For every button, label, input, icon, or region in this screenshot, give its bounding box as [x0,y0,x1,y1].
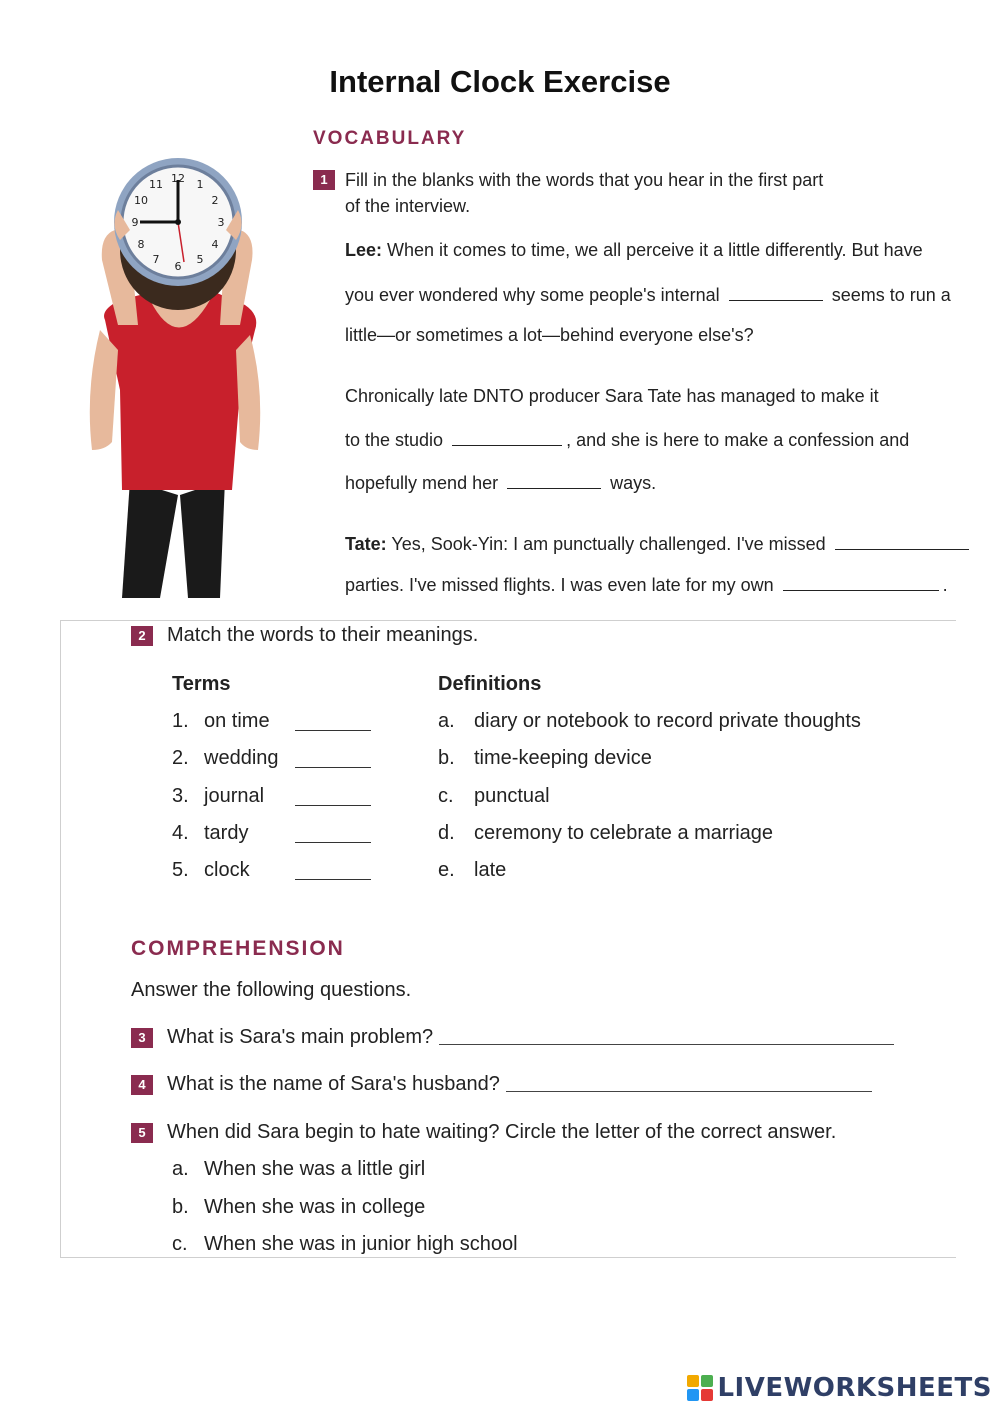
clock-illustration-icon [60,150,300,600]
tate-line-2a-text: parties. I've missed flights. I was even late for my own [345,575,774,595]
lee-line-1-text: When it comes to time, we all perceive it a little differently. But have [387,240,923,260]
svg-text:7: 7 [152,253,160,266]
definition-text: time-keeping device [474,747,652,769]
answer-option-a[interactable] [172,1158,425,1181]
answer-option-b[interactable] [172,1196,425,1219]
definition-index: b. [438,747,455,769]
tate-line-2b-text: . [942,575,948,595]
definitions-header: Definitions [438,673,542,695]
term-row [172,822,248,845]
para2-line-3b-text: ways. [610,473,657,493]
definition-row [438,859,506,882]
option-index: a. [172,1158,189,1180]
term-index: 4. [172,822,189,844]
option-index: c. [172,1233,188,1255]
svg-text:11: 11 [149,178,163,191]
answer-line-q3[interactable] [439,1031,894,1045]
lee-line-2a-text: you ever wondered why some people's internal [345,285,720,305]
blank-missed[interactable] [835,532,969,550]
page-title: Internal Clock Exercise [329,64,671,99]
terms-header: Terms [172,673,231,695]
woman-with-clock-illustration [60,150,300,600]
question-3 [131,1026,894,1049]
para2-line-3a-text: hopefully mend her [345,473,499,493]
term-row [172,785,264,808]
term-answer-blank[interactable] [295,879,371,880]
answer-option-c[interactable] [172,1233,518,1256]
para2-line-1: Chronically late DNTO producer Sara Tate has managed to make it [345,386,879,406]
lee-line-3: little—or sometimes a lot—behind everyone else's? [345,325,754,345]
para2-line-2 [345,428,909,451]
comprehension-heading: COMPREHENSION [131,937,345,960]
blank-studio[interactable] [452,428,562,446]
svg-text:1: 1 [196,178,204,191]
term-row [172,859,250,882]
blank-mend[interactable] [507,471,601,489]
speaker-lee: Lee: [345,240,383,260]
question-number-badge: 5 [131,1123,153,1143]
term-index: 3. [172,785,189,807]
question-4 [131,1073,872,1096]
svg-text:9: 9 [131,216,139,229]
term-answer-blank[interactable] [295,842,371,843]
term-answer-blank[interactable] [295,767,371,768]
question-1 [313,167,943,219]
option-index: b. [172,1196,189,1218]
svg-text:8: 8 [137,238,145,251]
logo-text: LIVEWORKSHEETS [717,1373,992,1403]
question-number-badge: 2 [131,626,153,646]
question-2-prompt: Match the words to their meanings. [167,624,479,646]
term-row [172,710,270,733]
question-number-badge: 3 [131,1028,153,1048]
question-2 [131,624,478,647]
speaker-tate: Tate: [345,534,387,554]
para2-line-2a-text: to the studio [345,430,444,450]
svg-text:10: 10 [134,194,148,207]
svg-text:2: 2 [211,194,219,207]
term-index: 1. [172,710,189,732]
definition-row [438,822,773,845]
option-text: When she was in college [204,1196,426,1218]
lee-line-2 [345,283,951,306]
term-index: 5. [172,859,189,881]
question-number-badge: 1 [313,170,335,190]
term-row [172,747,279,770]
term-word: on time [204,710,270,732]
term-answer-blank[interactable] [295,805,371,806]
definition-index: e. [438,859,455,881]
svg-text:4: 4 [211,238,219,251]
comprehension-instruction: Answer the following questions. [131,979,412,1001]
option-text: When she was in junior high school [204,1233,518,1255]
term-index: 2. [172,747,189,769]
definition-index: a. [438,710,455,732]
definition-row [438,747,652,770]
para2-line-2b-text: , and she is here to make a confession and [566,430,910,450]
lee-line-1 [345,240,923,261]
question-1-prompt-line2: of the interview. [345,196,471,216]
svg-text:5: 5 [196,253,204,266]
definition-row [438,710,861,733]
definition-text: punctual [474,785,550,807]
tate-line-1-text: Yes, Sook-Yin: I am punctually challenged. I've missed [391,534,826,554]
tate-line-1 [345,532,973,555]
question-5-text: When did Sara begin to hate waiting? Circle the letter of the correct answer. [167,1121,837,1143]
question-4-text: What is the name of Sara's husband? [167,1073,500,1095]
definition-text: ceremony to celebrate a marriage [474,822,774,844]
definition-index: c. [438,785,454,807]
svg-text:6: 6 [174,260,182,273]
liveworksheets-logo [687,1373,992,1403]
definition-row [438,785,550,808]
tate-line-2 [345,573,948,596]
term-answer-blank[interactable] [295,730,371,731]
blank-internal[interactable] [729,283,823,301]
term-word: clock [204,859,250,881]
answer-line-q4[interactable] [506,1078,872,1092]
question-number-badge: 4 [131,1075,153,1095]
vocabulary-heading: VOCABULARY [313,128,467,149]
definition-text: late [474,859,507,881]
svg-text:12: 12 [171,172,185,185]
question-1-prompt-line1: Fill in the blanks with the words that you hear in the first part [345,170,824,190]
liveworksheets-logo-icon [687,1375,713,1401]
term-word: journal [204,785,265,807]
question-3-text: What is Sara's main problem? [167,1026,434,1048]
definition-index: d. [438,822,455,844]
term-word: tardy [204,822,249,844]
lee-line-2b-text: seems to run a [831,285,951,305]
svg-text:3: 3 [217,216,225,229]
blank-own[interactable] [783,573,939,591]
question-5 [131,1121,836,1144]
para2-line-3 [345,471,656,494]
option-text: When she was a little girl [204,1158,426,1180]
definition-text: diary or notebook to record private thoughts [474,710,861,732]
term-word: wedding [204,747,279,769]
